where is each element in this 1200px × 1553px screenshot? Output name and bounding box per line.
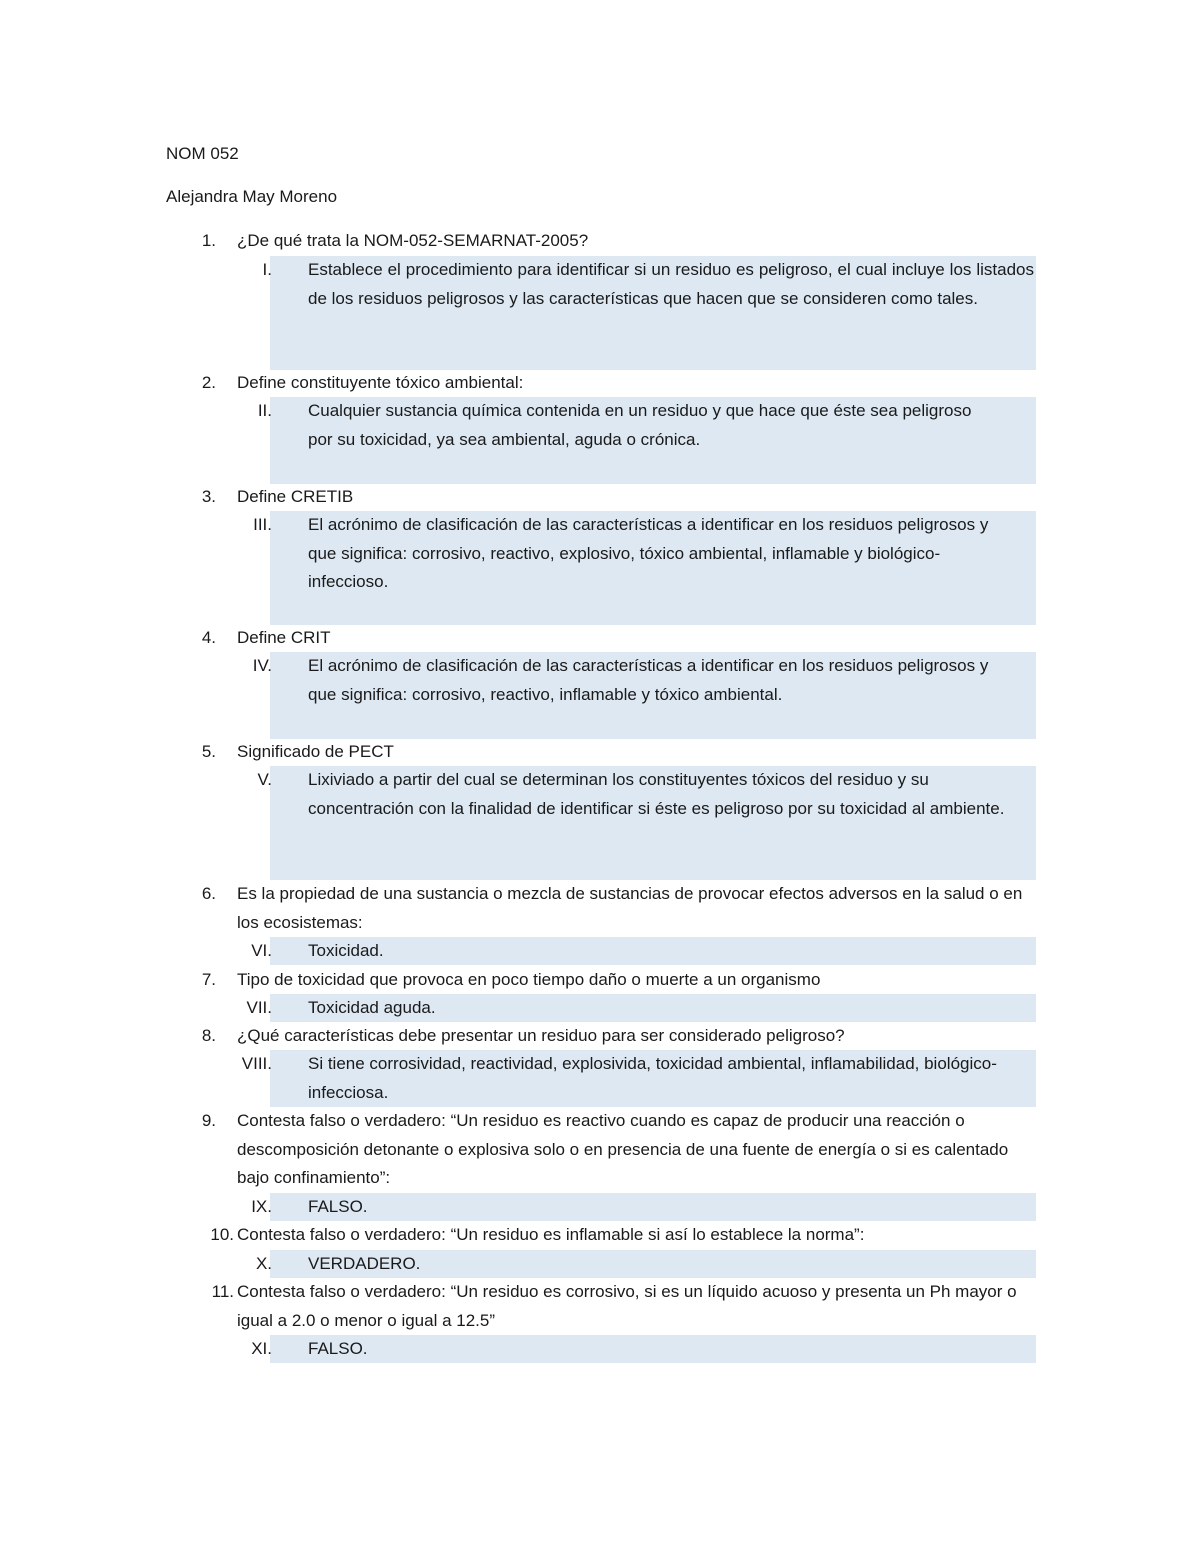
question-text: Contesta falso o verdadero: “Un residuo es corrosivo, si es un líquido acuoso y presenta un Ph mayor o igual a 2.0 o menor o igual a 12.5” — [237, 1282, 1017, 1330]
answer-number: II. — [257, 401, 272, 420]
answer-number: XI. — [251, 1339, 272, 1358]
question-text: Significado de PECT — [237, 742, 394, 761]
answer-number: IV. — [252, 656, 272, 675]
question-number: 5. — [201, 742, 216, 761]
question-number: 8. — [201, 1026, 216, 1045]
question-number: 1. — [201, 231, 216, 250]
question-number: 3. — [201, 487, 216, 506]
answer-text: Toxicidad. — [308, 941, 384, 960]
answer-text: FALSO. — [308, 1197, 368, 1216]
document-author: Alejandra May Moreno — [166, 187, 338, 206]
question-text: Es la propiedad de una sustancia o mezcla de sustancias de provocar efectos adversos en la salud o en los ecosistemas: — [237, 884, 1023, 932]
question-number: 10. — [210, 1225, 234, 1244]
answer-number: VIII. — [241, 1054, 272, 1073]
question-number: 7. — [201, 970, 216, 989]
answer-number: X. — [255, 1254, 272, 1273]
answer-text: Si tiene corrosividad, reactividad, explosivida, toxicidad ambiental, inflamabilidad, biológico-infecciosa. — [308, 1054, 997, 1102]
question-text: ¿Qué características debe presentar un residuo para ser considerado peligroso? — [237, 1026, 845, 1045]
answer-text: VERDADERO. — [308, 1254, 421, 1273]
question-number: 4. — [201, 628, 216, 647]
answer-number: III. — [253, 515, 272, 534]
answer-text: Cualquier sustancia química contenida en un residuo y que hace que éste sea peligroso por su toxicidad, ya sea ambiental, aguda o crónica. — [308, 401, 972, 449]
document-title: NOM 052 — [166, 144, 239, 163]
answer-text: El acrónimo de clasificación de las características a identificar en los residuos peligrosos y que significa: corrosivo, reactivo, explosivo, tóxico ambiental, inflamable y biológico-infeccioso. — [308, 515, 989, 591]
question-number: 2. — [201, 373, 216, 392]
answer-number: VII. — [246, 998, 272, 1017]
question-text: Define CRIT — [237, 628, 331, 647]
answer-text: FALSO. — [308, 1339, 368, 1358]
answer-number: VI. — [251, 941, 272, 960]
question-text: Define constituyente tóxico ambiental: — [237, 373, 524, 392]
question-number: 11. — [211, 1282, 234, 1301]
question-text: Define CRETIB — [237, 487, 354, 506]
question-number: 9. — [201, 1111, 216, 1130]
answer-number: V. — [257, 770, 272, 789]
question-text: Tipo de toxicidad que provoca en poco tiempo daño o muerte a un organismo — [237, 970, 821, 989]
answer-text: El acrónimo de clasificación de las características a identificar en los residuos peligrosos y que significa: corrosivo, reactivo, inflamable y tóxico ambiental. — [308, 656, 989, 704]
answer-number: I. — [262, 260, 272, 279]
answer-text: Lixiviado a partir del cual se determinan los constituyentes tóxicos del residuo y su concentración con la finalidad de identificar si éste es peligroso por su toxicidad al ambiente. — [308, 770, 1005, 818]
answer-text: Establece el procedimiento para identificar si un residuo es peligroso, el cual incluye los listados de los residuos peligrosos y las características que hacen que se consideren como tales. — [308, 260, 1034, 308]
question-text: Contesta falso o verdadero: “Un residuo es inflamable si así lo establece la norma”: — [237, 1225, 865, 1244]
question-text: ¿De qué trata la NOM-052-SEMARNAT-2005? — [237, 231, 589, 250]
question-number: 6. — [201, 884, 216, 903]
answer-number: IX. — [251, 1197, 272, 1216]
question-text: Contesta falso o verdadero: “Un residuo es reactivo cuando es capaz de producir una reacción o descomposición detonante o explosiva solo o en presencia de una fuente de energía o si es calentado bajo confinamiento”: — [237, 1111, 1009, 1187]
answer-text: Toxicidad aguda. — [308, 998, 436, 1017]
